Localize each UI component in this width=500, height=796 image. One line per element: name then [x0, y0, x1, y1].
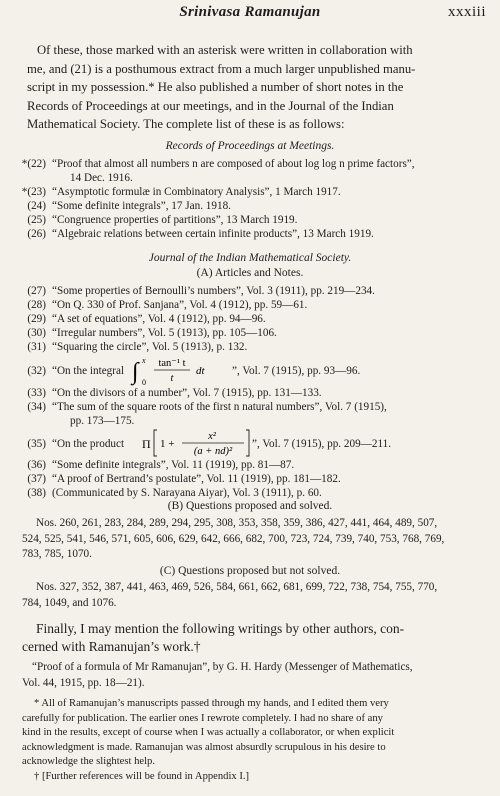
- questions-solved: [22, 516, 480, 563]
- intro-line: Of these, those marked with an asterisk were written in collaboration with: [37, 43, 413, 57]
- item-number: (28): [27, 299, 46, 311]
- item-text: “A set of equations”, Vol. 4 (1912), pp. 94—96.: [52, 313, 266, 325]
- item-text: “Some definite integrals”, Vol. 11 (1919), pp. 81—87.: [52, 459, 295, 471]
- item-number: (24): [27, 200, 46, 212]
- intro-paragraph: [27, 41, 477, 134]
- lower-limit: 0: [142, 378, 146, 386]
- item-number: (25): [27, 214, 46, 226]
- numbers-line: Nos. 260, 261, 283, 284, 289, 294, 295, 308, 353, 358, 359, 386, 427, 441, 464, 489, 507,: [36, 517, 438, 529]
- intro-line: Mathematical Society. The complete list of these is as follows:: [27, 117, 345, 131]
- left-bracket: [154, 430, 157, 456]
- records-heading: Records of Proceedings at Meetings.: [165, 140, 335, 152]
- item-text-continued: 14 Dec. 1916.: [70, 172, 133, 184]
- item-number: (32): [27, 365, 46, 377]
- item-number: (37): [27, 473, 46, 485]
- item-number: (38): [27, 487, 46, 499]
- item-number: (35): [27, 438, 46, 450]
- fraction-denominator: t: [170, 373, 174, 384]
- footnote-line: * All of Ramanujan’s manuscripts passed through my hands, and I edited them very: [34, 698, 389, 709]
- list-item: [18, 213, 488, 227]
- journal-heading: Journal of the Indian Mathematical Society.: [148, 252, 352, 264]
- list-item: [18, 326, 488, 340]
- item-number: *(23): [21, 186, 46, 198]
- page-number: xxxiii: [447, 4, 486, 20]
- footnote-dagger: † [Further references will be found in Appendix I.]: [34, 770, 250, 782]
- list-item: [18, 157, 488, 185]
- item-text: “Squaring the circle”, Vol. 5 (1913), p. 132.: [52, 341, 248, 353]
- footnote-line: acknowledgment is made. Ramanujan was almost absurdly scrupulous in his desire to: [22, 741, 386, 753]
- item-number: *(22): [21, 158, 46, 170]
- differential: dt: [196, 365, 205, 377]
- footnote-line: carefully for publication. The earlier ones I rewrote completely. I had no share of any: [22, 712, 383, 724]
- integral-entry: [52, 354, 488, 386]
- item-number: (26): [27, 228, 46, 240]
- list-item: [18, 227, 488, 241]
- item-text: “Algebraic relations between certain infinite products”, 13 March 1919.: [52, 228, 374, 240]
- list-item: [18, 400, 488, 428]
- list-item: [18, 298, 488, 312]
- item-text: “On the divisors of a number”, Vol. 7 (1915), pp. 131—133.: [52, 387, 322, 399]
- item-number: (30): [27, 327, 46, 339]
- journal-list: [18, 284, 488, 500]
- item-text: “On the product: [52, 438, 125, 450]
- item-text: “Irregular numbers”, Vol. 5 (1913), pp. 105—106.: [52, 327, 277, 339]
- list-item: [18, 386, 488, 400]
- reference-line: “Proof of a formula of Mr Ramanujan”, by G. H. Hardy (Messenger of Mathematics,: [32, 661, 413, 673]
- intro-line: me, and (21) is a posthumous extract from a much larger unpublished manu-: [27, 61, 416, 76]
- list-item: [18, 486, 488, 500]
- product-symbol: Π: [142, 437, 151, 451]
- journal-subheading-c: (C) Questions proposed but not solved.: [159, 565, 341, 577]
- product-entry: [52, 428, 488, 458]
- list-item: [18, 185, 488, 199]
- list-item: [18, 284, 488, 298]
- item-number: (33): [27, 387, 46, 399]
- intro-line: script in my possession.* He also published a number of short notes in the: [27, 80, 404, 94]
- fraction-numerator: x²: [208, 431, 216, 442]
- running-title: Srinivasa Ramanujan: [179, 4, 321, 20]
- item-number: (27): [27, 285, 46, 297]
- records-list: [18, 157, 488, 241]
- item-text: “Some properties of Bernoulli’s numbers”, Vol. 3 (1911), pp. 219—234.: [52, 285, 375, 297]
- item-number: (31): [27, 341, 46, 353]
- finally-paragraph: [22, 620, 480, 656]
- numbers-line: 784, 1049, and 1076.: [22, 596, 117, 609]
- item-text: (Communicated by S. Narayana Aiyar), Vol. 3 (1911), p. 60.: [52, 487, 322, 499]
- numbers-line: Nos. 327, 352, 387, 441, 463, 469, 526, 584, 661, 662, 681, 699, 722, 738, 754, 755, 770,: [36, 581, 438, 593]
- questions-unsolved: [22, 580, 480, 611]
- footnote-line: acknowledge the slightest help.: [22, 756, 155, 767]
- running-header: [0, 4, 500, 22]
- reference-line: Vol. 44, 1915, pp. 18—21).: [22, 676, 145, 689]
- list-item: [18, 312, 488, 326]
- item-number: (36): [27, 459, 46, 471]
- hardy-reference: [22, 660, 480, 691]
- list-item: [18, 354, 488, 386]
- list-item: [18, 340, 488, 354]
- item-text: “Asymptotic formulæ in Combinatory Analysis”, 1 March 1917.: [52, 186, 341, 198]
- integral-sign: ∫: [132, 359, 139, 385]
- numbers-line: 524, 525, 541, 546, 571, 605, 606, 629, 642, 666, 682, 700, 723, 724, 739, 740, 753, 768, 769,: [22, 532, 445, 545]
- list-item: [18, 428, 488, 458]
- numbers-line: 783, 785, 1070.: [22, 548, 92, 560]
- fraction-numerator: tan⁻¹ t: [158, 358, 186, 369]
- list-item: [18, 472, 488, 486]
- paragraph-line: cerned with Ramanujan’s work.†: [22, 639, 201, 654]
- item-text-rest: ”, Vol. 7 (1915), pp. 93—96.: [232, 365, 361, 377]
- item-text: “Proof that almost all numbers n are composed of about log log n prime factors”,: [52, 158, 415, 170]
- item-text: “On the integral: [52, 365, 125, 377]
- journal-subheading-a: (A) Articles and Notes.: [196, 267, 304, 279]
- footnote-asterisk: [22, 697, 480, 784]
- item-text-rest: ”, Vol. 7 (1915), pp. 209—211.: [252, 438, 392, 450]
- list-item: [18, 199, 488, 213]
- upper-limit: x: [142, 356, 146, 365]
- item-text: “Some definite integrals”, 17 Jan. 1918.: [52, 200, 231, 212]
- fraction-denominator: (a + nd)²: [193, 446, 233, 457]
- footnote-line: kind in the results, except of course when I was actually a collaborator, or when explicit: [22, 727, 395, 738]
- journal-subheading-b: (B) Questions proposed and solved.: [167, 500, 333, 512]
- item-number: (29): [27, 313, 46, 325]
- list-item: [18, 458, 488, 472]
- item-text: “Congruence properties of partitions”, 13 March 1919.: [52, 214, 298, 226]
- item-text: “On Q. 330 of Prof. Sanjana”, Vol. 4 (1912), pp. 59—61.: [52, 299, 308, 311]
- item-text-continued: pp. 173—175.: [70, 415, 135, 427]
- right-bracket: [246, 430, 249, 456]
- item-text: “The sum of the square roots of the first n natural numbers”, Vol. 7 (1915),: [52, 401, 387, 413]
- one-plus: 1 +: [160, 438, 175, 450]
- integral-formula: [130, 354, 248, 386]
- item-number: (34): [27, 401, 46, 413]
- intro-line: Records of Proceedings at our meetings, and in the Journal of the Indian: [27, 98, 394, 113]
- item-text: “A proof of Bertrand’s postulate”, Vol. 11 (1919), pp. 181—182.: [52, 473, 341, 485]
- paragraph-line: Finally, I may mention the following writings by other authors, con-: [36, 621, 405, 636]
